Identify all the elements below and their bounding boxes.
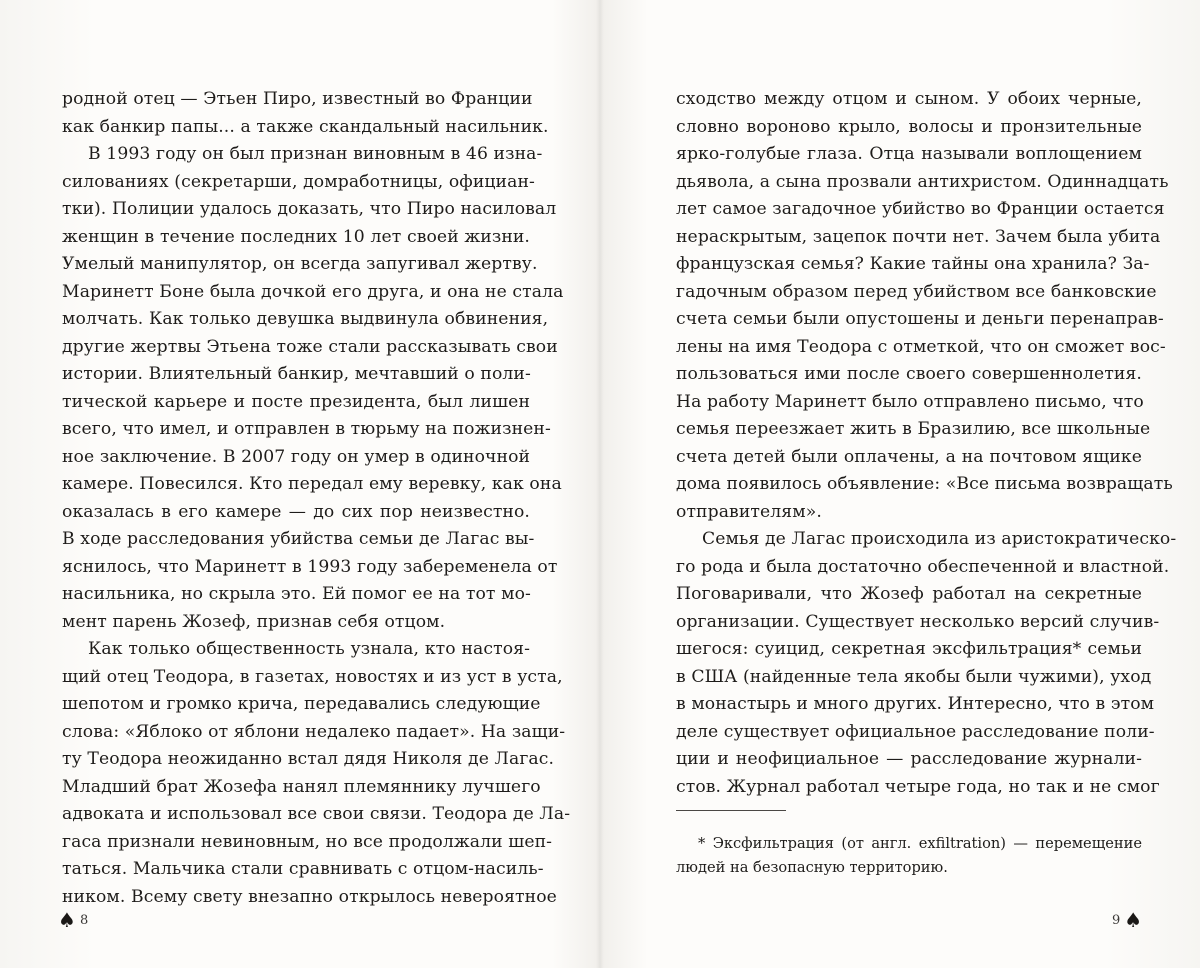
text-line: насильника, но скрыла это. Ей помог ее на тот мо- bbox=[62, 584, 531, 604]
left-page-text bbox=[62, 86, 571, 911]
text-line: словно вороново крыло, волосы и пронзительные bbox=[676, 116, 1142, 137]
text-line: другие жертвы Этьена тоже стали рассказывать свои bbox=[62, 336, 558, 357]
text-line: В ходе расследования убийства семьи де Лагас вы- bbox=[62, 529, 535, 549]
text-line: тки). Полиции удалось доказать, что Пиро насиловал bbox=[62, 199, 557, 219]
text-line: пользоваться ими после своего совершеннолетия. bbox=[676, 364, 1142, 384]
text-line: На работу Маринетт было отправлено письмо, что bbox=[676, 391, 1144, 412]
footnote-rule bbox=[676, 810, 786, 811]
page-number-right bbox=[1112, 910, 1142, 930]
text-line: счета семьи были опустошены и деньги перенаправ- bbox=[676, 309, 1164, 329]
text-line: дьявола, а сына прозвали антихристом. Одиннадцать bbox=[676, 171, 1169, 192]
text-line: истории. Влиятельный банкир, мечтавший о поли- bbox=[62, 364, 531, 384]
text-line: лет самое загадочное убийство во Франции остается bbox=[676, 199, 1165, 219]
text-line: дома появилось объявление: «Все письма возвращать bbox=[676, 474, 1173, 494]
text-line: ту Теодора неожиданно встал дядя Николя де Лагас. bbox=[62, 749, 555, 769]
text-line: тической карьере и посте президента, был лишен bbox=[62, 391, 530, 412]
spade-icon: ♠ bbox=[58, 908, 76, 932]
text-line: шегося: суицид, секретная эксфильтрация* семьи bbox=[676, 639, 1142, 659]
text-line: Как только общественность узнала, кто настоя- bbox=[88, 639, 530, 659]
text-line: стов. Журнал работал четыре года, но так и не смог bbox=[676, 776, 1160, 797]
page-number-left bbox=[58, 910, 88, 930]
text-line: адвоката и использовал все свои связи. Теодора де Ла- bbox=[62, 804, 571, 824]
text-line: мент парень Жозеф, признав себя отцом. bbox=[62, 611, 446, 632]
text-line: слова: «Яблоко от яблони недалеко падает». На защи- bbox=[62, 721, 566, 742]
text-line: ции и неофициальное — расследование журнали- bbox=[676, 749, 1142, 769]
page-number-left-text: 8 bbox=[79, 912, 89, 928]
text-line: таться. Мальчика стали сравнивать с отцом-насиль- bbox=[62, 859, 544, 879]
text-line: молчать. Как только девушка выдвинула обвинения, bbox=[62, 309, 549, 329]
text-line: французская семья? Какие тайны она хранила? За- bbox=[676, 254, 1150, 274]
text-line: людей на безопасную территорию. bbox=[676, 859, 948, 876]
text-line: камере. Повесился. Кто передал ему веревку, как она bbox=[62, 474, 562, 494]
text-line: Маринетт Боне была дочкой его друга, и она не стала bbox=[62, 281, 564, 302]
text-line: гаса признали невиновным, но все продолжали шеп- bbox=[62, 831, 553, 852]
text-line: нераскрытым, зацепок почти нет. Зачем была убита bbox=[676, 226, 1161, 247]
text-line: в США (найденные тела якобы были чужими), уход bbox=[676, 666, 1152, 687]
text-line: счета детей были оплачены, а на почтовом ящике bbox=[676, 446, 1142, 467]
text-line: ником. Всему свету внезапно открылось невероятное bbox=[62, 886, 557, 907]
text-line: лены на имя Теодора с отметкой, что он сможет вос- bbox=[676, 336, 1166, 357]
text-line: В 1993 году он был признан виновным в 46 изна- bbox=[88, 144, 543, 164]
text-line: Умелый манипулятор, он всегда запугивал жертву. bbox=[62, 254, 538, 274]
text-line: * Эксфильтрация (от англ. exfiltration) — перемещение bbox=[698, 835, 1142, 852]
text-line: яснилось, что Маринетт в 1993 году забеременела от bbox=[62, 556, 558, 577]
text-line: шепотом и громко крича, передавались следующие bbox=[62, 694, 541, 714]
text-line: щий отец Теодора, в газетах, новостях и из уст в уста, bbox=[62, 666, 563, 687]
text-line: ное заключение. В 2007 году он умер в одиночной bbox=[62, 446, 531, 467]
text-line: деле существует официальное расследование поли- bbox=[676, 721, 1155, 742]
text-line: го рода и была достаточно обеспеченной и властной. bbox=[676, 556, 1170, 577]
text-line: женщин в течение последних 10 лет своей жизни. bbox=[62, 226, 530, 247]
text-line: как банкир папы... а также скандальный насильник. bbox=[62, 116, 549, 137]
text-line: сходство между отцом и сыном. У обоих черные, bbox=[676, 89, 1142, 109]
spade-icon: ♠ bbox=[1124, 908, 1143, 932]
text-line: в монастырь и много других. Интересно, что в этом bbox=[676, 694, 1155, 714]
book-gutter bbox=[596, 0, 604, 968]
footnote bbox=[676, 832, 1142, 880]
text-line: Младший брат Жозефа нанял племяннику лучшего bbox=[62, 776, 541, 797]
text-line: организации. Существует несколько версий случив- bbox=[676, 611, 1160, 632]
text-line: семья переезжает жить в Бразилию, все школьные bbox=[676, 419, 1151, 439]
text-line: гадочным образом перед убийством все банковские bbox=[676, 281, 1157, 302]
text-line: Поговаривали, что Жозеф работал на секретные bbox=[676, 584, 1142, 604]
right-page-text bbox=[676, 86, 1177, 801]
text-line: силованиях (секретарши, домработницы, официан- bbox=[62, 171, 535, 192]
text-line: родной отец — Этьен Пиро, известный во Франции bbox=[62, 89, 533, 109]
text-line: ярко-голубые глаза. Отца называли воплощением bbox=[676, 144, 1142, 164]
text-line: всего, что имел, и отправлен в тюрьму на пожизнен- bbox=[62, 419, 551, 439]
text-line: отправителям». bbox=[676, 501, 822, 522]
text-line: Семья де Лагас происходила из аристократическо- bbox=[702, 529, 1177, 549]
page-number-right-text: 9 bbox=[1112, 912, 1121, 928]
text-line: оказалась в его камере — до сих пор неизвестно. bbox=[62, 501, 530, 522]
